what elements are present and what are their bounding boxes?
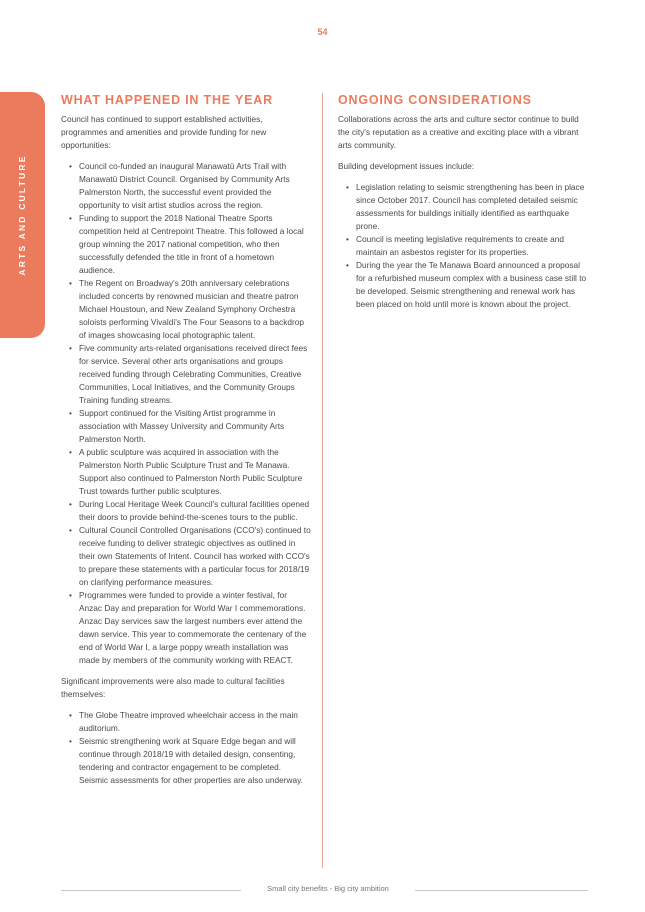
footer-rule-right <box>415 890 588 891</box>
building-issues-list <box>338 181 588 311</box>
list-item: • During the year the Te Manawa Board announced a proposal for a refurbished museum complex with a business case still to be developed. Seismic strengthening and renewal work has been placed on hold until more is known about the project. <box>356 259 588 311</box>
column-divider <box>322 93 323 868</box>
list-item: • Legislation relating to seismic strengthening has been in place since October 2017. Council has completed detailed seismic assessments for buildings initially identified as earthquake prone. <box>356 181 588 233</box>
improvements-list <box>61 709 311 787</box>
left-intro-paragraph: Council has continued to support established activities, programmes and amenities and provide funding for new opportunities: <box>61 114 267 150</box>
list-item: • Seismic strengthening work at Square Edge began and will continue through 2018/19 with detailed design, consenting, tendering and contractor engagement to be completed. Seismic assessments for other properties are also underway. <box>79 735 311 787</box>
left-column <box>61 93 311 795</box>
what-happened-heading: WHAT HAPPENED IN THE YEAR <box>61 93 273 107</box>
activities-list <box>61 160 311 667</box>
list-item: • Council is meeting legislative requirements to create and maintain an asbestos register for its properties. <box>356 233 588 259</box>
list-item: • Support continued for the Visiting Artist programme in association with Massey University and Community Arts Palmerston North. <box>79 407 311 446</box>
ongoing-considerations-heading: ONGOING CONSIDERATIONS <box>338 93 532 107</box>
list-item: • Funding to support the 2018 National Theatre Sports competition held at Centrepoint Theatre. This followed a local group winning the 2017 national competition, who then successfully defended the title in front of a hometown audience. <box>79 212 311 277</box>
list-item: • A public sculpture was acquired in association with the Palmerston North Public Sculpture Trust and Te Manawa. Support also continued to Palmerston North Public Sculpture Trust towards further public sculptures. <box>79 446 311 498</box>
building-issues-intro: Building development issues include: <box>338 161 475 171</box>
list-item: • Programmes were funded to provide a winter festival, for Anzac Day and preparation for World War I commemorations. Anzac Day services saw the largest numbers ever attend the dawn service. This year to commemorate the centenary of the end of World War I, a large poppy wreath installation was made by members of the community working with REACT. <box>79 589 311 667</box>
improvements-intro-paragraph: Significant improvements were also made to cultural facilities themselves: <box>61 676 285 699</box>
list-item: • The Regent on Broadway's 20th anniversary celebrations included concerts by renowned musician and theatre patron Michael Houstoun, and New Zealand Symphony Orchestra soloists performing Vivaldi's The Four Seasons to a backdrop of images showcasing local photographic talent. <box>79 277 311 342</box>
list-item: • Five community arts-related organisations received direct fees for service. Several other arts organisations and groups received funding through Celebrating Communities, Creative Communities, Local Initiatives, and the Community Groups Training funding streams. <box>79 342 311 407</box>
right-column <box>338 93 588 319</box>
page-number: 54 <box>317 27 328 37</box>
list-item: • The Globe Theatre improved wheelchair access in the main auditorium. <box>79 709 311 735</box>
section-side-tab-label: ARTS AND CULTURE <box>17 154 27 276</box>
footer-rule-left <box>61 890 241 891</box>
page-footer <box>61 884 588 896</box>
right-intro-paragraph: Collaborations across the arts and culture sector continue to build the city's reputation as a creative and exciting place with a vibrant arts community. <box>338 114 579 150</box>
list-item: • Cultural Council Controlled Organisations (CCO's) continued to receive funding to deliver strategic objectives as outlined in their own Statements of Intent. Council has worked with CCO's to prepare these statements with a particular focus for 2018/19 on clarifying performance measures. <box>79 524 311 589</box>
footer-tagline: Small city benefits - Big city ambition <box>267 884 389 893</box>
list-item: • Council co-funded an inaugural Manawatū Arts Trail with Manawatū District Council. Organised by Community Arts Palmerston North, the successful event provided the opportunity to visit artist studios across the region. <box>79 160 311 212</box>
list-item: • During Local Heritage Week Council's cultural facilities opened their doors to provide behind-the-scenes tours to the public. <box>79 498 311 524</box>
